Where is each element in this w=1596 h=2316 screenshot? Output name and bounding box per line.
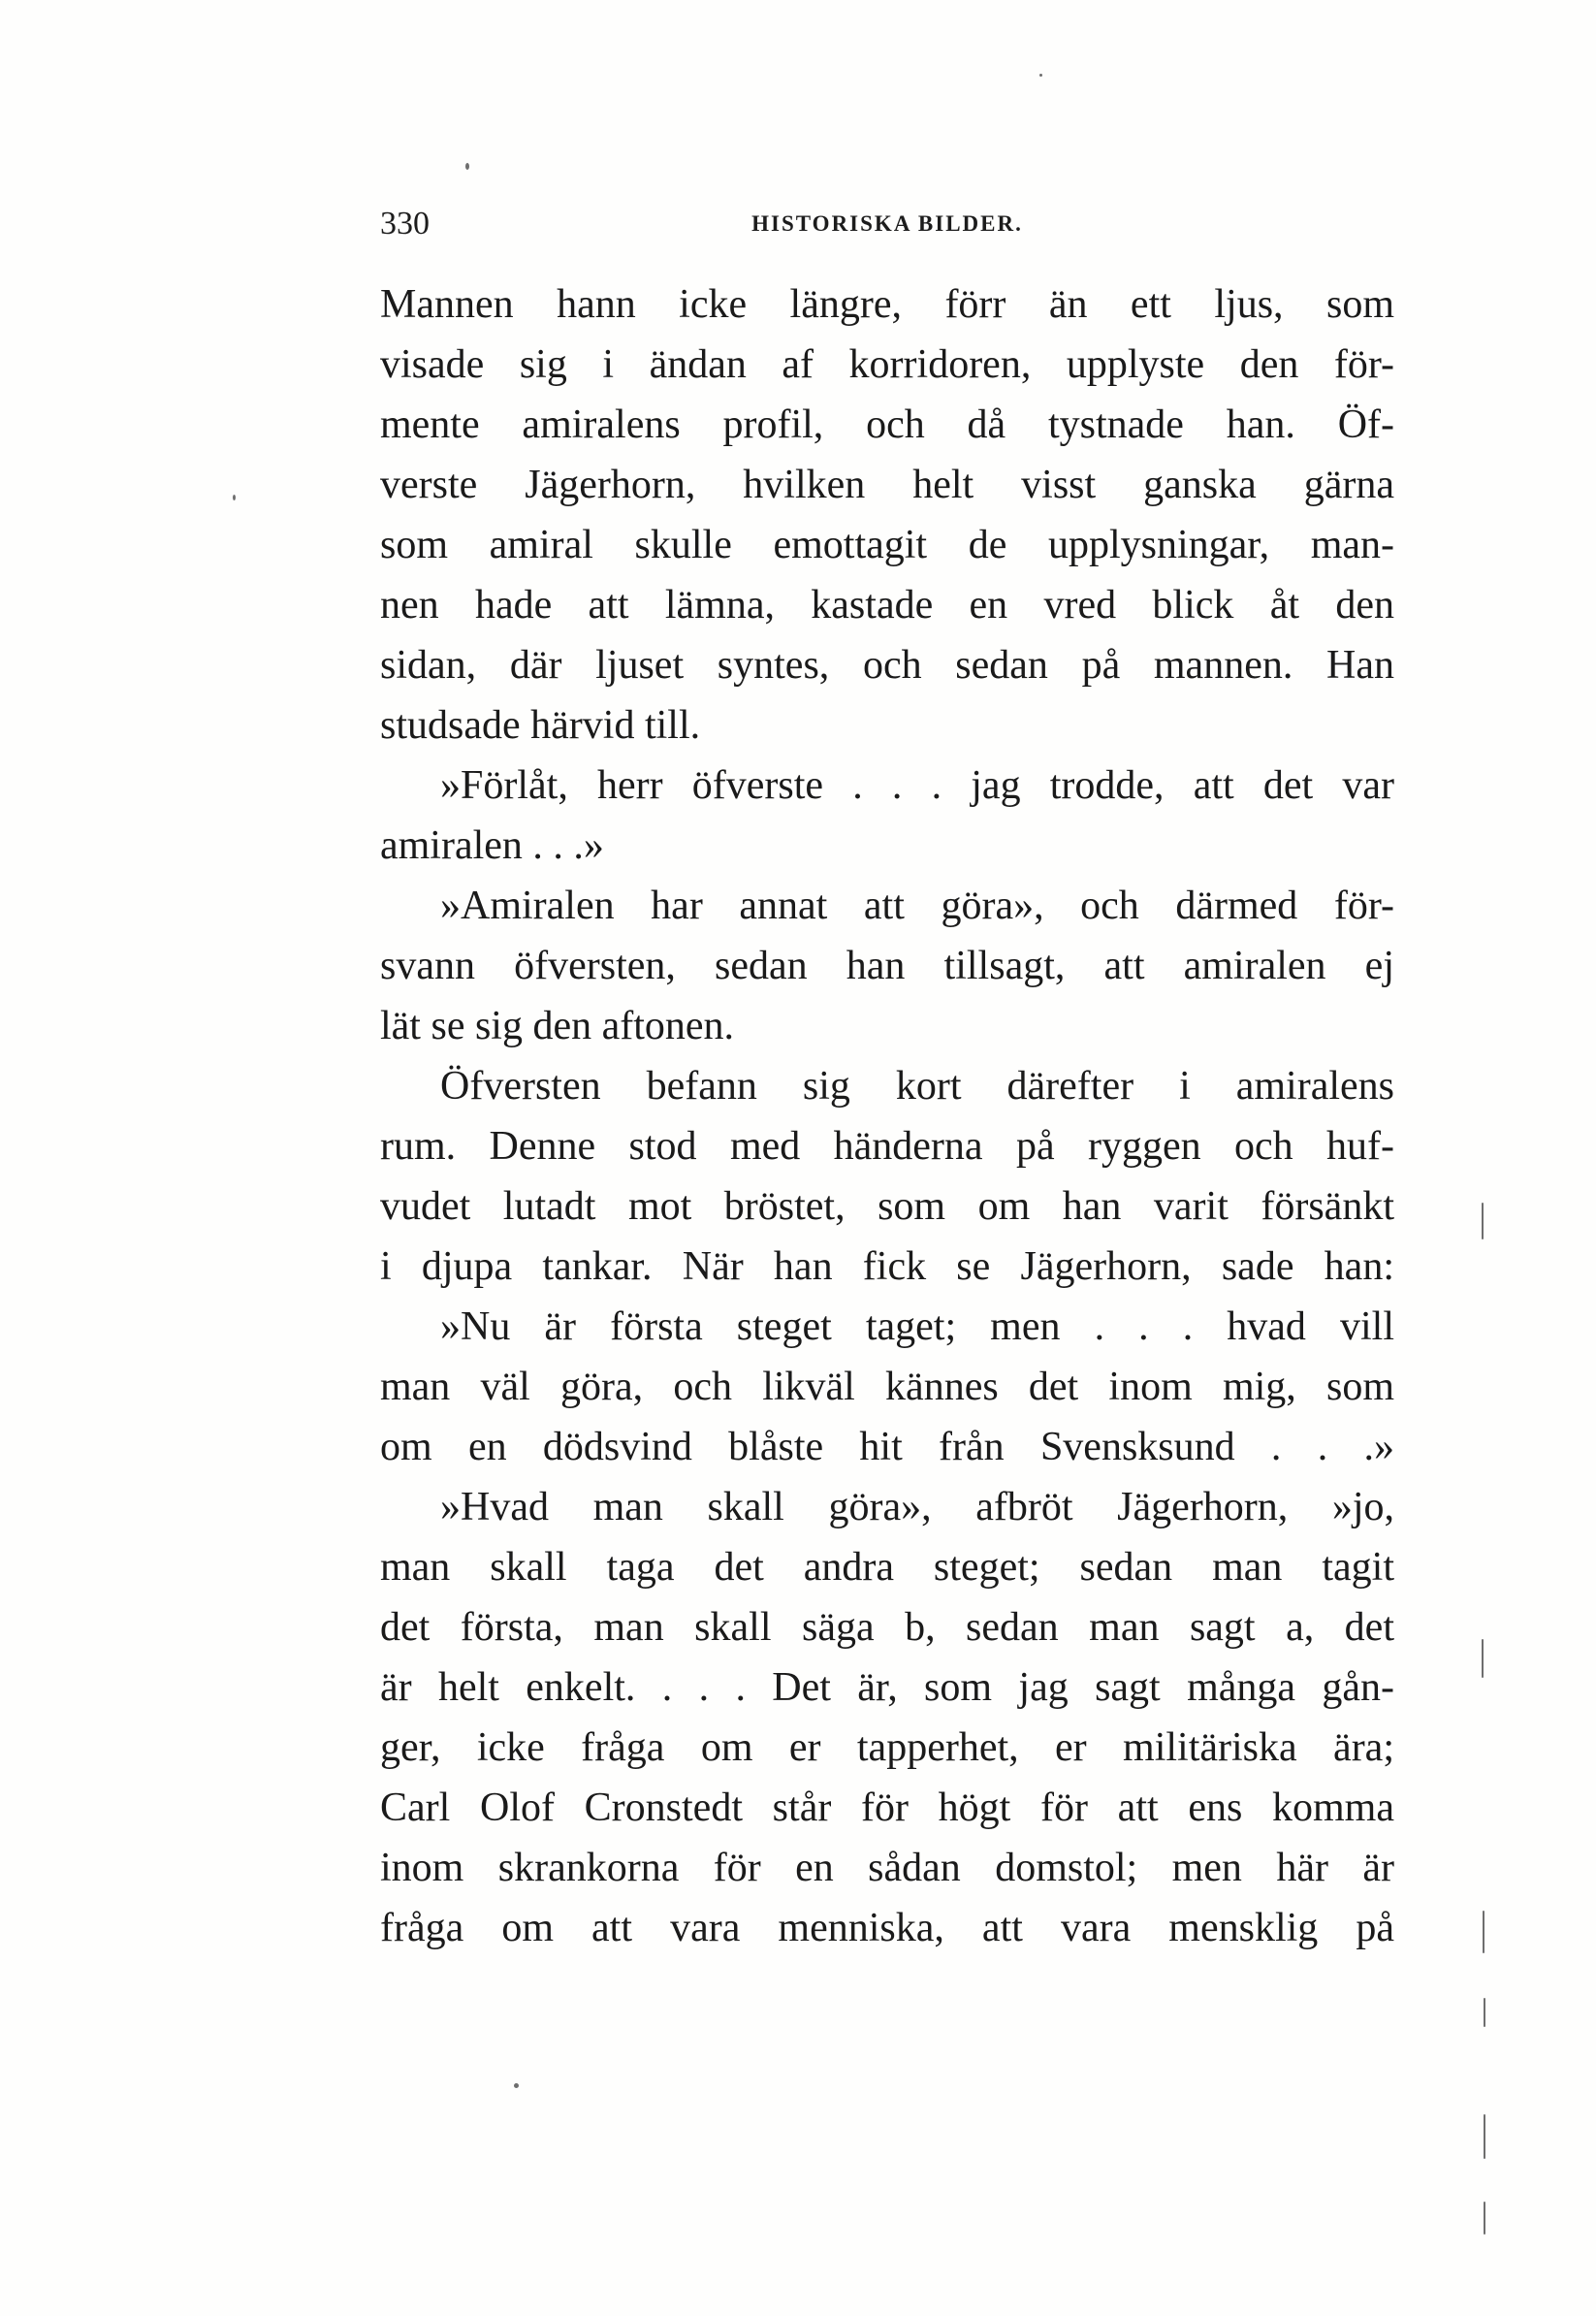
text-line: inom skrankorna för en sådan domstol; men här är: [380, 1846, 1394, 1890]
paragraph-5: [380, 1297, 1394, 1477]
text-line: rum. Denne stod med händerna på ryggen och huf-: [380, 1124, 1394, 1169]
text-line: Mannen hann icke längre, förr än ett ljus, som: [380, 282, 1394, 327]
scan-speck: [1484, 1998, 1485, 2027]
scan-speck: [465, 163, 469, 170]
text-line: »Amiralen har annat att göra», och därmed för-: [440, 884, 1394, 928]
scan-speck: [1482, 1639, 1484, 1678]
paragraph-2: [380, 756, 1394, 876]
text-line: Öfversten befann sig kort därefter i amiralens: [440, 1064, 1394, 1109]
text-line: om en dödsvind blåste hit från Svensksund . . .»: [380, 1425, 1394, 1469]
body-text: [380, 274, 1394, 1958]
text-line: nen hade att lämna, kastade en vred blick åt den: [380, 583, 1394, 627]
text-line: som amiral skulle emottagit de upplysningar, man-: [380, 523, 1394, 567]
text-line: »Nu är första steget taget; men . . . hvad vill: [440, 1304, 1394, 1349]
text-line: är helt enkelt. . . . Det är, som jag sagt många gån-: [380, 1665, 1394, 1710]
text-line: fråga om att vara menniska, att vara mensklig på: [380, 1906, 1394, 1950]
text-line: »Förlåt, herr öfverste . . . jag trodde, att det var: [440, 763, 1394, 808]
paragraph-4: [380, 1056, 1394, 1297]
text-line: »Hvad man skall göra», afbröt Jägerhorn, »jo,: [440, 1485, 1394, 1529]
text-line: studsade härvid till.: [380, 703, 701, 748]
paragraph-1: [380, 274, 1394, 756]
text-line: ger, icke fråga om er tapperhet, er militäriska ära;: [380, 1725, 1394, 1770]
page-header: [380, 200, 1394, 248]
paragraph-3: [380, 876, 1394, 1056]
text-line: lät se sig den aftonen.: [380, 1004, 735, 1048]
scan-speck: [1039, 74, 1042, 77]
text-line: verste Jägerhorn, hvilken helt visst ganska gärna: [380, 463, 1394, 507]
text-line: i djupa tankar. När han fick se Jägerhorn, sade han:: [380, 1244, 1394, 1289]
text-line: amiralen . . .»: [380, 823, 604, 868]
running-head: HISTORISKA BILDER.: [751, 211, 1023, 236]
scan-speck: [1483, 1911, 1484, 1953]
scan-speck: [1484, 2114, 1485, 2159]
scan-speck: [514, 2083, 519, 2088]
text-line: man skall taga det andra steget; sedan man tagit: [380, 1545, 1394, 1590]
text-line: svann öfversten, sedan han tillsagt, att amiralen ej: [380, 944, 1394, 988]
scan-speck: [233, 495, 236, 500]
text-line: visade sig i ändan af korridoren, upplyste den för-: [380, 342, 1394, 387]
text-line: det första, man skall säga b, sedan man sagt a, det: [380, 1605, 1394, 1650]
text-line: man väl göra, och likväl kännes det inom mig, som: [380, 1365, 1394, 1409]
text-line: vudet lutadt mot bröstet, som om han varit försänkt: [380, 1184, 1394, 1229]
scan-speck: [1482, 1203, 1484, 1239]
page-number: 330: [380, 206, 430, 241]
paragraph-6: [380, 1477, 1394, 1958]
text-line: Carl Olof Cronstedt står för högt för att ens komma: [380, 1785, 1394, 1830]
text-line: sidan, där ljuset syntes, och sedan på mannen. Han: [380, 643, 1394, 688]
scan-speck: [1484, 2202, 1485, 2235]
text-line: mente amiralens profil, och då tystnade han. Öf-: [380, 402, 1394, 447]
